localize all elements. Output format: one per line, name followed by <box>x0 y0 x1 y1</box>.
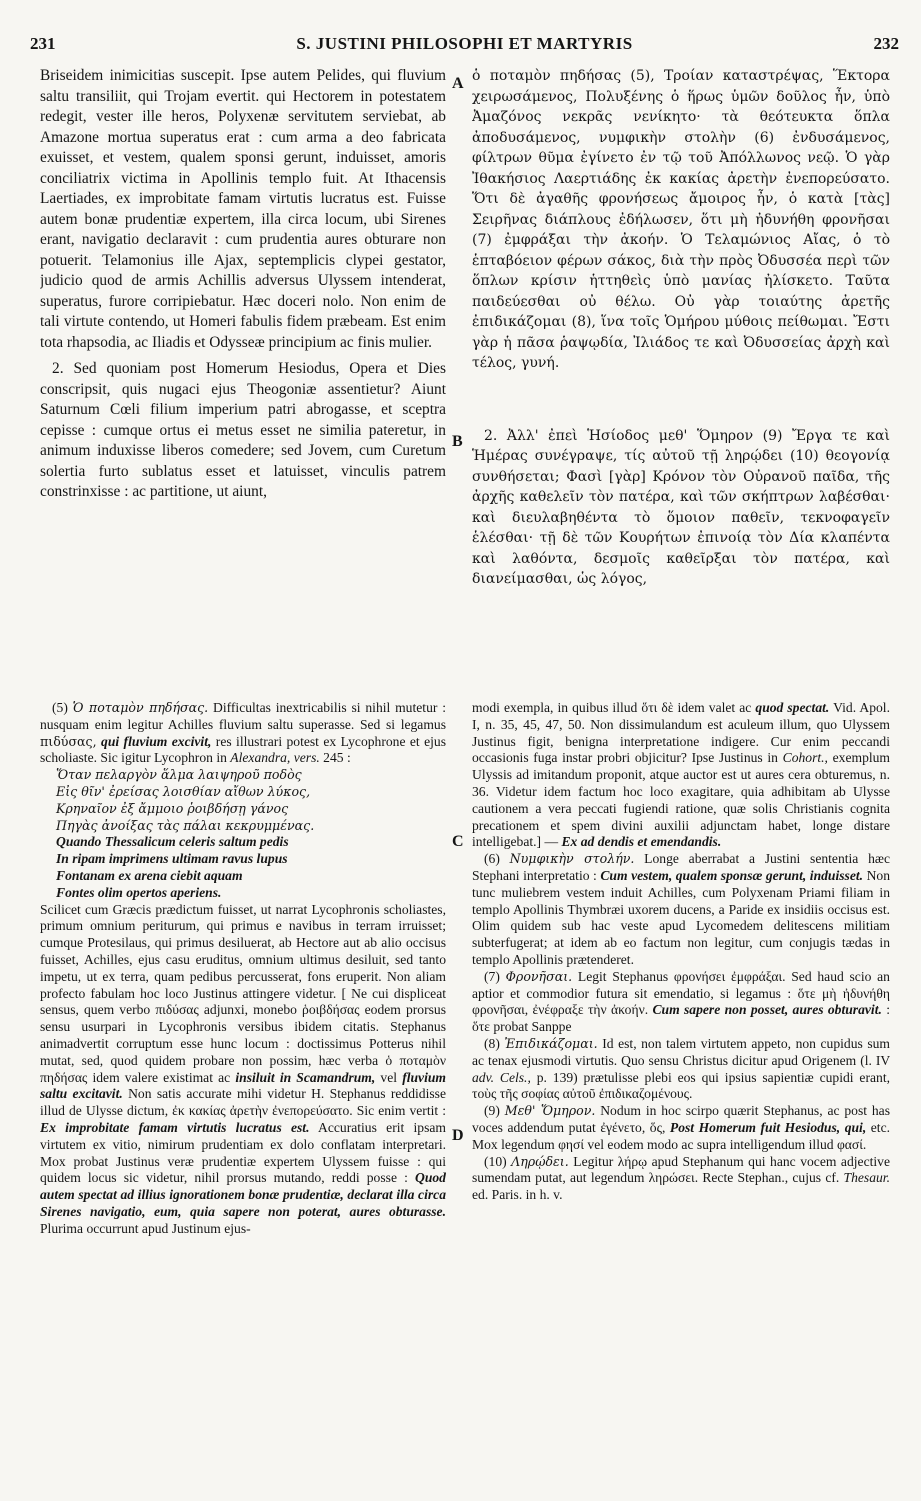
latin-main-column <box>40 66 446 680</box>
verse-greek-line: Πηγὰς ἀνοίξας τὰς πάλαι κεκρυμμένας. <box>56 817 315 833</box>
greek-paragraph-1: ὁ ποταμὸν πηδήσας (5), Τροίαν καταστρέψας, Ἕκτορα χειρωσάμενος, Πολυξένης ὁ ἥρως ὑμῶν δοῦλος ἦν, ὑπὸ Ἀμαζόνος νεκρᾶς νενίκητο· τὰ θεότευκτα ὅπλα ἀποδυσάμενος, νυμφικὴν στολὴν (6) ἐνδυσάμενος, φίλτρων θῦμα ἐγίνετο ἐν τῷ τοῦ Ἀπόλλωνος νεῷ. Ὁ γὰρ Ἰθακήσιος Λαερτιάδης ἐκ κακίας ἀρετὴν ἐνεπορεύσατο. Ὅτι δὲ ἀγαθῆς φρονήσεως ἄμοιρος ἦν, ὁ κατὰ [τὰς] Σειρῆνας διάπλους ἐδήλωσεν, ὅτι μὴ ἠδυνήθη φρονῆσαι (7) ἐμφράξαι τὴν ἀκοήν. Ὁ Τελαμώνιος Αἴας, ὁ τὸ ἑπταβόειον φέρων σάκος, διὰ τὴν πρὸς Ὀδυσσέα περὶ τῶν ὅπλων κρίσιν ἡττηθεὶς ὑπὸ μανίας ἠλίσκετο. Ταῦτα παιδεύεσθαι οὐ θέλω. Οὐ γὰρ τοιαύτης ἀρετῆς ἐπιδικάζομαι (8), ἵνα τοῖς Ὁμήρου μύθοις πείθωμαι. Ἔστι γὰρ ἡ πᾶσα ῥαψῳδία, Ἰλιάδος τε καὶ Ὀδυσσείας ἀρχὴ καὶ τέλος, γυνή. <box>472 68 890 371</box>
page-number-left: 231 <box>30 34 56 53</box>
note-10: (10) Ληρῴδει. Legitur λήρῳ apud Stephanum qui hanc vocem adjective sumendam putat, aut legendum ληρώσει. Recte Stephan., cujus cf. Thesaur. ed. Paris. in h. v. <box>472 1153 890 1203</box>
note-8: (8) Ἐπιδικάζομαι. Id est, non talem virtutem appeto, non cupidus sum ac tenax ejusmodi virtutis. Quo sensu Christus dicitur apud Origenem (l. IV adv. Cels., p. 139) prætulisse plebi eos qui ipsius sapientiæ cupidi erant, τοὺς τῆς σοφίας αὐτοῦ ἐπιδικαζομένους. <box>472 1035 890 1102</box>
note-5-continued: Scilicet cum Græcis prædictum fuisset, ut narrat Lycophronis scholiastes, primum omnium periturum, qui primus e navibus in terram irruisset; cumque Protesilaus, qui primus desiluerat, ab Hectore aut ab alio occisus fuisset, Achilles, ejus casu eruditus, omnium ultimus desiluit, sed tanto impetu, ut ex terra, quam pedibus percusserat, fons eruperit. Non aliam profecto fabulam hoc loco Justinus attingere videtur. [ Ne cui displiceat sensus, quem verbo πιδύσας adjunxi, monebo ῥοιβδήσας eodem prorsus sensu usurpari in Lycophronis versibus ibidem citatis. Stephanus animadvertit corruptum esse hunc locum : doctissimus Potterus nihil mutat, sed, quod quidem probare non possim, hæc verba ὁ ποταμὸν πηδήσας idem valere existimat ac insiluit in Scamandrum, vel fluvium saltu excitavit. Non satis accurate mihi videtur H. Stephanus reddidisse illud de Ulysse dictum, ἐκ κακίας ἀρετὴν ἐνεπορεύσατο. Sic enim vertit : Ex improbitate famam virtutis lucratus est. Accuratius erit ipsam virtutem ex vitio, nimirum prudentiam ex dolo conflatam interpretari. Mox probat Justinus veræ prudentiæ expertem Ulyssem fuisse : qui quidem locus sic videtur, nihil prorsus mutando, reddi posse : Quod autem spectat ad illius ignorationem bonæ prudentiæ, declarat illa circa Sirenes navigatio, eum, quia sapere non poterat, aures obturasse. Plurima occurrunt apud Justinum ejus- <box>40 901 446 1236</box>
greek-paragraph-2: 2. Ἀλλ' ἐπεὶ Ἡσίοδος μεθ' Ὅμηρον (9) Ἔργα τε καὶ Ἡμέρας συνέγραψε, τίς αὐτοῦ τῇ ληρῴδει (10) θεογονίᾳ συνθήσεται; Φασὶ [γὰρ] Κρόνον τὸν Οὐρανοῦ παῖδα, τῆς ἀρχῆς καθελεῖν τὸν πατέρα, καὶ τῶν σκήπτρων λαβέσθαι· καὶ διευλαβηθέντα τὸ ὅμοιον παθεῖν, τεκνοφαγεῖν ἑλέσθαι· τῇ δὲ τῶν Κουρήτων ἐπινοίᾳ τὸν Δία κλαπέντα καὶ λαθόντα, δεσμοῖς καθεῖρξαι τὸν πατέρα, καὶ διανείμασθαι, ὡς λόγος, <box>472 427 890 587</box>
note-7: (7) Φρονῆσαι. Legit Stephanus φρονήσει ἐμφράξαι. Sed haud scio an aptior et commodior futura sit emendatio, si legamus : ὅτε μὴ ἠδυνήθη φρονῆσαι, ἐνέφραξε τὴν ἀκοήν. Cum sapere non posset, aures obturavit. : ὅτε probat Sanppe <box>472 968 890 1035</box>
notes-left-column <box>40 700 446 1490</box>
running-title: S. JUSTINI PHILOSOPHI ET MARTYRIS <box>296 34 633 53</box>
verse-latin-line: In ripam imprimens ultimam ravus lupus <box>56 851 288 867</box>
note-5-lemma: Ὁ ποταμὸν πηδήσας. <box>72 700 209 715</box>
greek-main-column <box>472 66 890 680</box>
latin-paragraph-2: 2. Sed quoniam post Homerum Hesiodus, Opera et Dies conscripsit, quis nugaci ejus Theogoniæ assentietur? Aiunt Saturnum Cœli filium imperium patri abrogasse, et sceptra cepisse : cumque ortus ei metus esset ne similia pateretur, in animum induxisse liberos comedere; sed Jovem, cum Curetum solertia furto sublatus esset et latuisset, vinculis patrem constrinxisse : ac partitione, ut aiunt, <box>40 360 446 500</box>
note-6: (6) Νυμφικὴν στολήν. Longe aberrabat a Justini sententia hæc Stephani interpretatio : Cum vestem, qualem sponsæ gerunt, induisset. Non tunc muliebrem vestem induit Achilles, cum Polyxenam Priami filiam in templo Apollinis Thymbræi uxorem ducens, a Paride ex insidiis occisus est. Olim quidem sub hac veste apud Lycomedem delitescens militiam subterfugerat; at idem ab eo factum non legitur, cum conjugis tædas in templo Apollinis prætenderet. <box>472 851 890 967</box>
latin-paragraph-1: Briseidem inimicitias suscepit. Ipse autem Pelides, qui fluvium saltu transiliit, qui Trojam evertit. qui Hectorem in potestatem redegit, vester ille heros, Polyxenæ servitutem serviebat, ab Amazone mortua superatus erat : cum arma a deo fabricata exuisset, et vestem, qualem sponsi gerunt, induisset, amoris conciliatrix victima in Apollinis templo fuit. At Ithacensis Laertiades, ex improbitate famam virtutis lucratus est. Fuisse autem bonæ prudentiæ expertem, illa circa locum, ubi Sirenes erant, navigatio declaravit : cum prudentia aures obturare non potuerit. Telamonius ille Ajax, septemplicis clypei gestator, judicio quod de armis Achillis adversus Ulyssem intenderat, superatus, furore corripiebatur. Hæc doceri nolo. Non enim de tali virtute contendo, ut Homeri fabulis fidem præbeam. Est enim tota rhapsodia, ac Iliadis et Odysseæ principium ac finis mulier. <box>40 67 446 351</box>
notes-right-column <box>472 700 890 1490</box>
verse-quotation <box>40 767 446 901</box>
note-5: (5) Ὁ ποταμὸν πηδήσας. Difficultas inextricabilis si nihil mutetur : nusquam enim legitur Achilles fluvium saltu superasse. Sed si legamus πιδύσας, qui fluvium excivit, res illustrari potest ex Lycophrone et ejus scholiaste. Sic igitur Lycophron in Alexandra, vers. 245 : <box>40 700 446 766</box>
margin-letter-b: B <box>452 433 463 450</box>
margin-letter-d: D <box>452 1127 464 1144</box>
verse-latin-line: Quando Thessalicum celeris saltum pedis <box>56 834 289 850</box>
note-5-end: modi exempla, in quibus illud ὅτι δὲ idem valet ac quod spectat. Vid. Apol. I, n. 35, 45, 47, 50. Non dissimulandum est aculeum illum, quo Ulyssem Justinus figit, benigna interpretatione indigere. Cur enim peccandi occasionis fuga instar probri objicitur? Ipse Justinus in Cohort., exemplum Ulyssis ad imitandum proponit, atque auctor est ut aures cera obturemus, n. 36. Videtur idem factum hoc loco exagitare, quia adhibitam ab Ulysse cautionem a vera peccati fugiendi ratione, quæ solis Christianis cognita precationem et spem divini auxilii adjunctam habet, longe distare intelligebat.] — Ex ad dendis et emendandis. <box>472 700 890 850</box>
verse-latin-line: Fontanam ex arena ciebit aquam <box>56 867 243 883</box>
margin-letter-a: A <box>452 75 464 92</box>
verse-greek-line: Κρηναῖον ἐξ ἄμμοιο ῥοιβδήσῃ γάνος <box>56 800 289 816</box>
margin-letter-c: C <box>452 833 464 850</box>
note-9: (9) Μεθ' Ὅμηρον. Nodum in hoc scirpo quærit Stephanus, ac post has voces addendum putat ἐγένετο, ὅς, Post Homerum fuit Hesiodus, qui, etc. Mox legendum φησί vel eodem modo ac supra intelligendum illud φασί. <box>472 1103 890 1152</box>
verse-latin-line: Fontes olim opertos aperiens. <box>56 884 222 900</box>
verse-greek-line: Ὅταν πελαργὸν ἅλμα λαιψηροῦ ποδὸς <box>56 767 302 783</box>
page-number-right: 232 <box>873 34 899 53</box>
page-header <box>30 34 899 56</box>
verse-greek-line: Εἰς θῖν' ἐρείσας λοισθίαν αἴθων λύκος, <box>56 783 311 799</box>
